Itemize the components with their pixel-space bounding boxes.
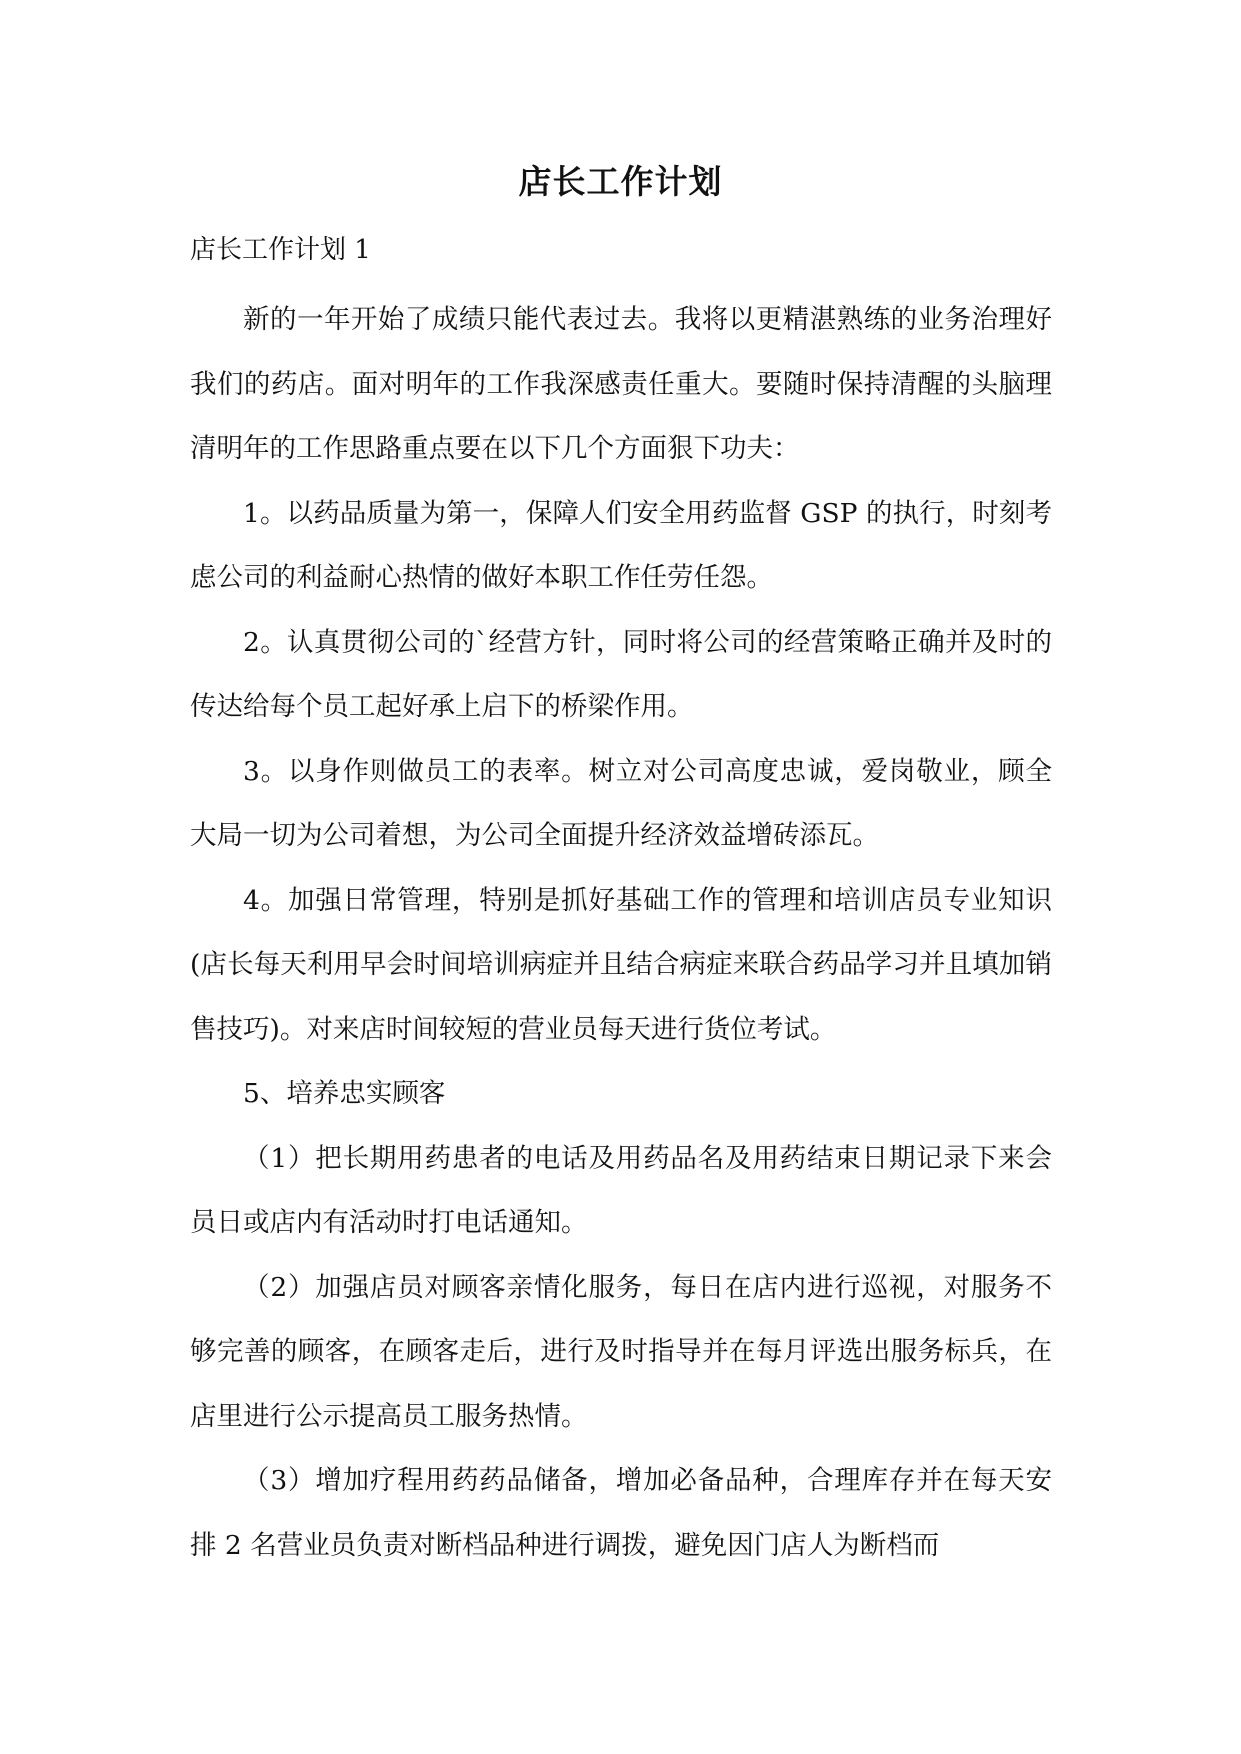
document-body: [190, 288, 1052, 1578]
paragraph-item-1: 1。以药品质量为第一，保障人们安全用药监督 GSP 的执行，时刻考虑公司的利益耐心热情的做好本职工作任劳任怨。: [190, 497, 1052, 593]
paragraph-subitem-2: （2）加强店员对顾客亲情化服务，每日在店内进行巡视，对服务不够完善的顾客，在顾客走后，进行及时指导并在每月评选出服务标兵，在店里进行公示提高员工服务热情。: [190, 1271, 1052, 1432]
paragraph-item-3: 3。以身作则做员工的表率。树立对公司高度忠诚，爱岗敬业，顾全大局一切为公司着想，为公司全面提升经济效益增砖添瓦。: [190, 755, 1052, 851]
paragraph-subitem-3: （3）增加疗程用药药品储备，增加必备品种，合理库存并在每天安排 2 名营业员负责对断档品种进行调拨，避免因门店人为断档而: [190, 1465, 1052, 1561]
paragraph-item-4: 4。加强日常管理，特别是抓好基础工作的管理和培训店员专业知识(店长每天利用早会时间培训病症并且结合病症来联合药品学习并且填加销售技巧)。对来店时间较短的营业员每天进行货位考试。: [190, 884, 1052, 1045]
paragraph-intro: 新的一年开始了成绩只能代表过去。我将以更精湛熟练的业务治理好我们的药店。面对明年的工作我深感责任重大。要随时保持清醒的头脑理清明年的工作思路重点要在以下几个方面狠下功夫：: [190, 304, 1052, 464]
paragraph-item-5-heading: 5、培养忠实顾客: [243, 1078, 446, 1109]
document-title: 店长工作计划: [518, 162, 723, 201]
paragraph-subitem-1: （1）把长期用药患者的电话及用药品名及用药结束日期记录下来会员日或店内有活动时打电话通知。: [190, 1142, 1052, 1238]
section-heading: 店长工作计划 1: [190, 235, 371, 265]
paragraph-item-2: 2。认真贯彻公司的`经营方针，同时将公司的经营策略正确并及时的传达给每个员工起好承上启下的桥梁作用。: [190, 626, 1052, 722]
